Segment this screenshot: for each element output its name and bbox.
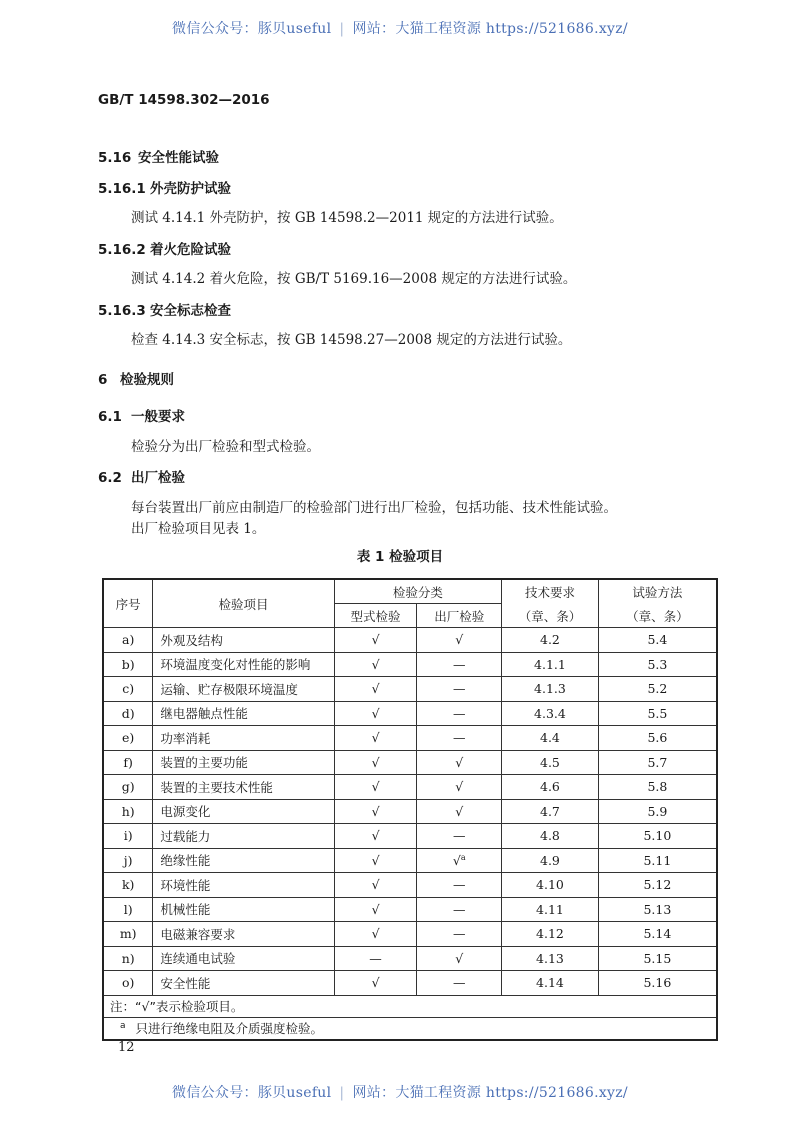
header-factory-test: 出厂检验 <box>417 604 502 628</box>
footnote-marker: a <box>460 852 466 862</box>
watermark-left-text: 微信公众号：豚贝useful <box>172 1085 332 1101</box>
table-row: c) 运输、贮存极限环境温度 √ — 4.1.3 5.2 <box>103 677 717 702</box>
header-tech-req: 技术要求 （章、条） <box>502 579 599 628</box>
section-heading-5-16-2: 5.16.2 着火危险试验 <box>98 242 231 258</box>
table-row: d) 继电器触点性能 √ — 4.3.4 5.5 <box>103 701 717 726</box>
table-row: k) 环境性能 √ — 4.10 5.12 <box>103 873 717 898</box>
table-note: 注：“√”表示检验项目。 <box>103 995 717 1017</box>
paragraph-6-2-line2: 出厂检验项目见表 1。 <box>131 521 266 537</box>
table-row: f) 装置的主要功能 √ √ 4.5 5.7 <box>103 750 717 775</box>
paragraph-6-2-line1: 每台装置出厂前应由制造厂的检验部门进行出厂检验，包括功能、技术性能试验。 <box>131 500 617 516</box>
table-row: l) 机械性能 √ — 4.11 5.13 <box>103 897 717 922</box>
table-row: j) 绝缘性能 √ √$^a$ 4.9 5.11 <box>103 848 717 873</box>
watermark-separator: | <box>339 1085 345 1101</box>
table-row: h) 电源变化 √ √ 4.7 5.9 <box>103 799 717 824</box>
table-row: e) 功率消耗 √ — 4.4 5.6 <box>103 726 717 751</box>
standard-number: GB/T 14598.302—2016 <box>98 92 270 108</box>
table-row: n) 连续通电试验 — √ 4.13 5.15 <box>103 946 717 971</box>
header-seq: 序号 <box>103 579 153 628</box>
table-caption: 表 1 检验项目 <box>356 549 444 565</box>
inspection-items-table <box>102 578 718 1041</box>
header-item: 检验项目 <box>153 579 334 628</box>
table-row: i) 过载能力 √ — 4.8 5.10 <box>103 824 717 849</box>
table-note-row <box>103 995 717 1017</box>
paragraph-6-1: 检验分为出厂检验和型式检验。 <box>131 439 320 455</box>
watermark-separator: | <box>339 21 345 37</box>
header-category: 检验分类 <box>334 579 501 604</box>
table-row: g) 装置的主要技术性能 √ √ 4.6 5.8 <box>103 775 717 800</box>
table-row: o) 安全性能 √ — 4.14 5.16 <box>103 971 717 996</box>
paragraph-5-16-1: 测试 4.14.1 外壳防护，按 GB 14598.2—2011 规定的方法进行试验。 <box>131 210 563 226</box>
paragraph-5-16-3: 检查 4.14.3 安全标志，按 GB 14598.27—2008 规定的方法进行试验。 <box>131 332 572 348</box>
table-row: m) 电磁兼容要求 √ — 4.12 5.14 <box>103 922 717 947</box>
table-footnote: $^a$ 只进行绝缘电阻及介质强度检验。 <box>103 1017 717 1040</box>
watermark-left-text: 微信公众号：豚贝useful <box>172 21 332 37</box>
watermark-top <box>0 18 800 38</box>
section-heading-5-16: 5.16 安全性能试验 <box>98 150 219 166</box>
section-heading-6-1: 6.1 一般要求 <box>98 409 185 425</box>
section-heading-5-16-3: 5.16.3 安全标志检查 <box>98 303 231 319</box>
page-number: 12 <box>118 1040 135 1055</box>
section-heading-6-2: 6.2 出厂检验 <box>98 470 185 486</box>
paragraph-5-16-2: 测试 4.14.2 着火危险，按 GB/T 5169.16—2008 规定的方法进行试验。 <box>131 271 577 287</box>
watermark-right-text: 网站：大猫工程资源 https://521686.xyz/ <box>352 21 628 37</box>
header-method: 试验方法 （章、条） <box>598 579 717 628</box>
section-heading-5-16-1: 5.16.1 外壳防护试验 <box>98 181 231 197</box>
watermark-bottom <box>0 1082 800 1102</box>
table-footnote-row <box>103 1017 717 1040</box>
watermark-right-text: 网站：大猫工程资源 https://521686.xyz/ <box>352 1085 628 1101</box>
table-row: b) 环境温度变化对性能的影响 √ — 4.1.1 5.3 <box>103 652 717 677</box>
table-row: a) 外观及结构 √ √ 4.2 5.4 <box>103 628 717 653</box>
header-type-test: 型式检验 <box>334 604 417 628</box>
chapter-heading-6: 6 检验规则 <box>98 372 174 388</box>
